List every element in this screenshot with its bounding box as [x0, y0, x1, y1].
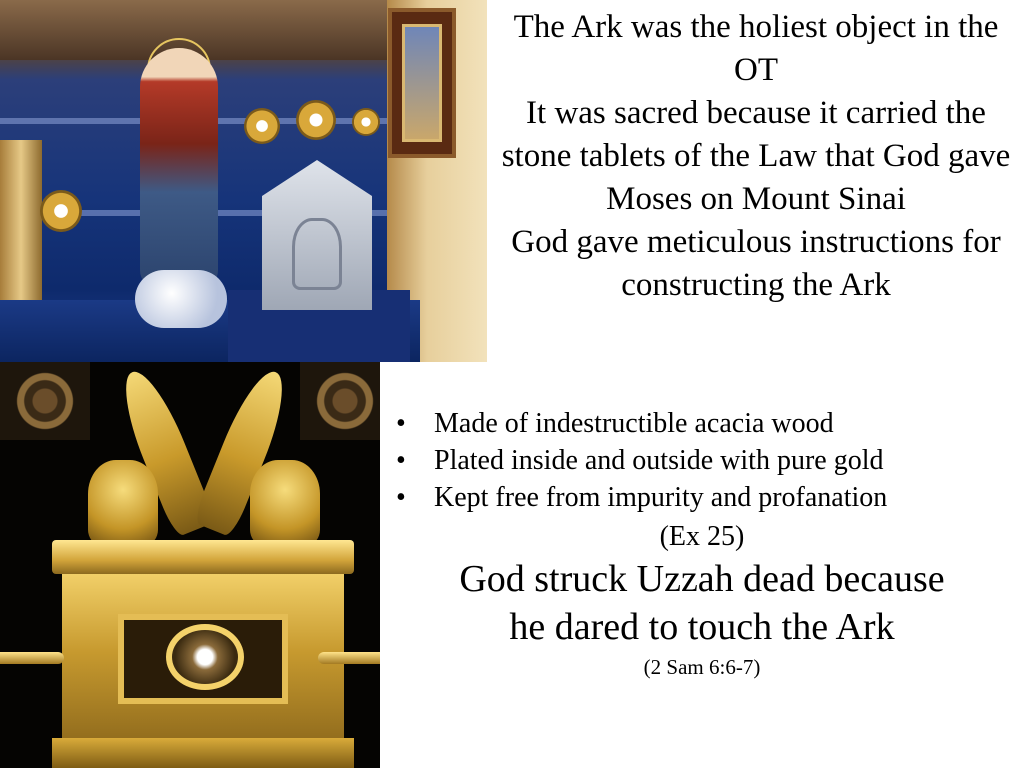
- ark-of-covenant-photo: [0, 362, 380, 768]
- uzzah-line-1: God struck Uzzah dead because: [459, 558, 945, 600]
- intro-line-holiest: The Ark was the holiest object in the OT: [513, 9, 999, 88]
- intro-line-sacred: It was sacred because it carried the stone tablets of the Law that God gave Moses on Mount Sinai: [501, 95, 1011, 217]
- bullet-gold-plating: • Plated inside and outside with pure gold: [392, 442, 1012, 479]
- uzzah-statement: [392, 555, 1012, 651]
- church-display-photo: [0, 0, 487, 362]
- construction-bullet-list: [392, 405, 1012, 516]
- silver-tabernacle: [262, 160, 372, 310]
- intro-line-instructions: God gave meticulous instructions for constructing the Ark: [511, 224, 1001, 303]
- intro-text: [496, 6, 1016, 307]
- framed-painting: [388, 8, 456, 158]
- exodus-reference: (Ex 25): [659, 521, 745, 552]
- bullet-acacia-wood: • Made of indestructible acacia wood: [392, 405, 1012, 442]
- samuel-reference: (2 Sam 6:6-7): [643, 655, 761, 679]
- madonna-statue: [140, 48, 218, 288]
- uzzah-line-2: he dared to touch the Ark: [509, 606, 895, 648]
- bullet-purity: • Kept free from impurity and profanation: [392, 479, 1012, 516]
